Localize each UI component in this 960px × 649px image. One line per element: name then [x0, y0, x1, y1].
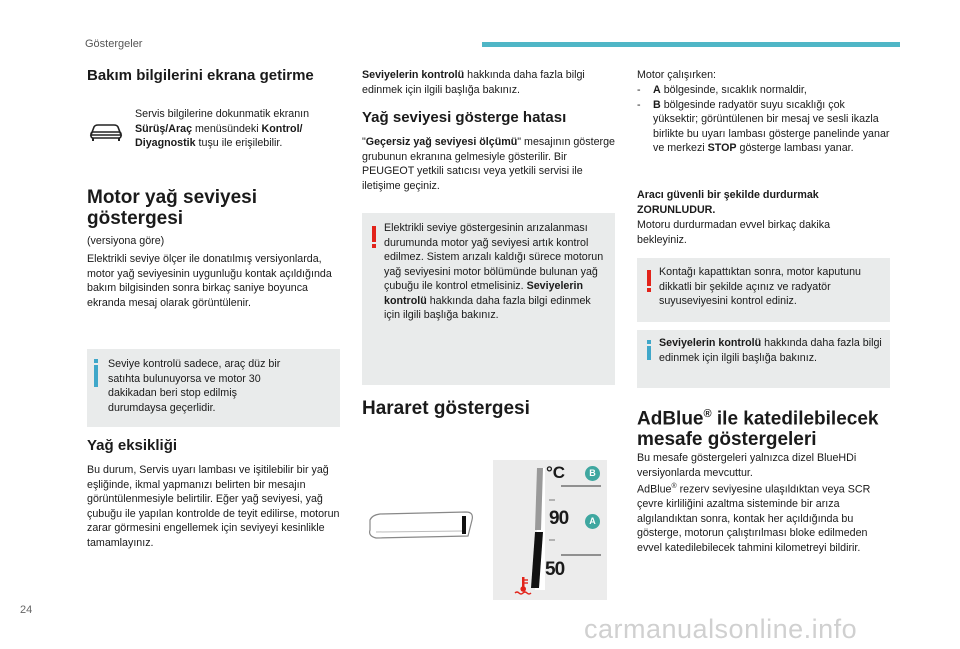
zone-a-badge: A [585, 514, 600, 529]
note-text: Seviye kontrolü sadece, araç düz bir satıhta bulunuyorsa ve motor 30 dakikadan beri stop edilmiş durumdaysa geçerlidir. [108, 358, 281, 414]
warning-note-kontak [637, 258, 890, 322]
section-header: Göstergeler [85, 38, 143, 50]
adblue-paragraph-1: Bu mesafe göstergeleri yalnızca dizel BlueHDi versiyonlarda mevcuttur. [637, 452, 857, 479]
list-item: - A bölgesinde, sıcaklık normaldir, [637, 83, 892, 98]
adblue-text [637, 451, 892, 555]
gauge-unit: °C [546, 463, 566, 482]
instrument-panel-illustration [366, 506, 478, 542]
heading-yag-eksikligi: Yağ eksikliği [87, 437, 178, 454]
versiyon-note: (versiyona göre) [87, 235, 165, 247]
heading-bakim: Bakım bilgilerini ekrana getirme [87, 67, 314, 84]
header-accent-bar [482, 42, 900, 47]
info-icon [647, 346, 651, 360]
info-note-seviye [87, 349, 340, 427]
hata-text: "Geçersiz yağ seviyesi ölçümü" mesajının gösterge grubunun ekranına gelmesiyle gösterilir. Bir PEUGEOT yetkili satıcısı veya yetkili servisi ile iletişime geçiniz. [362, 136, 615, 192]
heading-hararet: Hararet göstergesi [362, 398, 530, 419]
gauge-value-50: 50 [545, 559, 565, 580]
zone-list [637, 83, 892, 156]
col2-intro: Seviyelerin kontrolü hakkında daha fazla bilgi edinmek için ilgili başlığa bakınız. [362, 69, 585, 96]
gauge-value-90: 90 [549, 508, 569, 529]
motor-calisirken: Motor çalışırken: [637, 69, 716, 81]
note-text: Elektrikli seviye göstergesinin arızalanması durumunda motor yağ seviyesi artık kontrol edilmez. Sistem arızalı kaldığı sürece motorun yağ seviyesini motor bölümünde bulunan yağ çubuğu ile kontrol etmelisiniz. Seviyelerin kontrolü hakkında daha fazla bilgi edinmek için ilgili başlığa bakınız. [384, 222, 604, 321]
registered-mark: ® [703, 408, 712, 420]
list-item: - B bölgesinde radyatör suyu sıcaklığı çok yüksektir; görüntülenen bir mesaj ve sesli ikazla birlikte bu uyarı lambası gösterge panelinde yanar ve merkezi STOP gösterge lambası yanar. [637, 98, 892, 156]
durdur-text: Motoru durdurmadan evvel birkaç dakika bekleyiniz. [637, 219, 831, 246]
heading-motor-yag: Motor yağ seviyesi göstergesi [87, 187, 258, 229]
heading-gosterge-hatasi: Yağ seviyesi gösterge hatası [362, 109, 567, 126]
durdur-bold: Aracı güvenli bir şekilde durdurmak ZORUNLUDUR. [637, 189, 819, 216]
heading-adblue-part1: AdBlue [637, 408, 704, 430]
warning-icon [372, 226, 376, 242]
adblue-paragraph-2 [637, 480, 892, 555]
heading-adblue [637, 404, 899, 450]
warning-note-arizali [362, 213, 615, 385]
registered-mark: ® [671, 483, 677, 490]
coolant-temperature-icon [514, 576, 532, 596]
note-text: Kontağı kapattıktan sonra, motor kaputunu dikkatli bir şekilde açınız ve radyatör suyuseviyesini kontrol ediniz. [659, 266, 862, 307]
warning-icon [647, 270, 651, 286]
eksik-text: Bu durum, Servis uyarı lambası ve işitilebilir bir yağ eşliğinde, ikmal yapmanızı belirten bir mesajın görüntülenmesiyle belirtilir. Eğer yağ seviyesi, yağ çubuğu ile yapılan kontrolde de teyit edilirse, motorun zarar görmesini engellemek için seviyeyi kesinlikle tamamlayınız. [87, 464, 340, 549]
temperature-gauge-illustration [493, 460, 607, 600]
adblue-word: AdBlue [637, 483, 672, 496]
page-number: 24 [20, 604, 33, 616]
heading-adblue-part2: ile katedilebilecek mesafe göstergeleri [637, 408, 879, 451]
motor-yag-text: Elektrikli seviye ölçer ile donatılmış versiyonlarda, motor yağ seviyesinin uygunluğu kontak açıldığında bakım bilgisinden sonra birkaç saniye boyunca ekranda mesaj olarak görüntülenir. [87, 253, 332, 309]
bakim-text: Servis bilgilerine dokunmatik ekranın Sürüş/Araç menüsündeki Kontrol/ Diyagnostik tuşu ile erişilebilir. [135, 108, 310, 149]
info-note-seviyeler [637, 330, 890, 388]
car-icon [88, 118, 124, 142]
watermark: carmanualsonline.info [584, 614, 858, 644]
note-text: Seviyelerin kontrolü hakkında daha fazla bilgi edinmek için ilgili başlığa bakınız. [659, 337, 882, 364]
zone-b-badge: B [585, 466, 600, 481]
info-icon [94, 365, 98, 387]
adblue-paragraph-2-rest: rezerv seviyesine ulaşıldıktan veya SCR çevre kirliliğini azaltma sisteminde bir arıza algılandıktan sonra, kontak her açıldığında bu gösterge, motorun çalıştırılması bloke edilmeden evvel katedilebilecek tahmini kilometreyi bildirir. [637, 483, 871, 554]
